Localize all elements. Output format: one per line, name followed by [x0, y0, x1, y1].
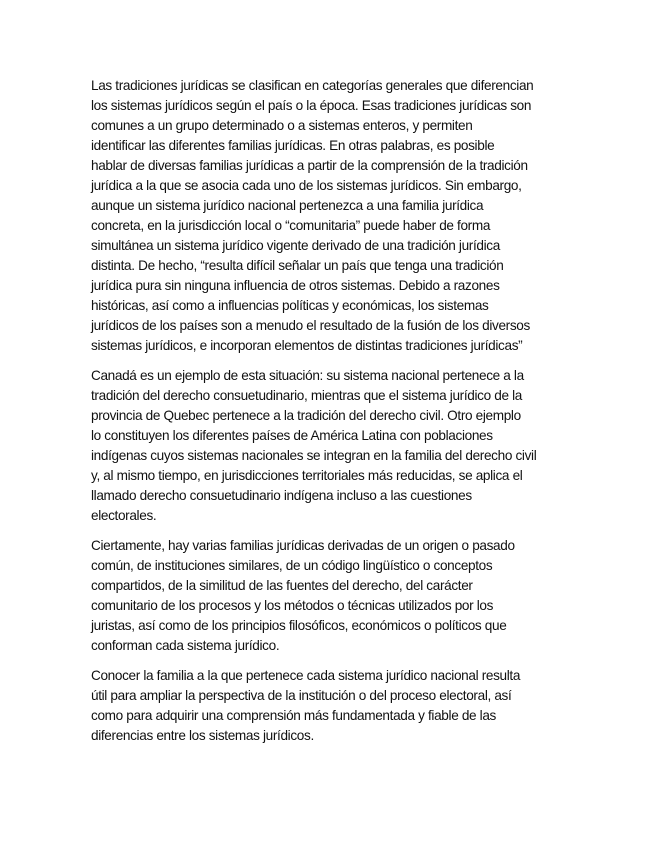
text-line: Conocer la familia a la que pertenece cada sistema jurídico nacional resulta: [91, 668, 521, 683]
text-line: y, al mismo tiempo, en jurisdicciones territoriales más reducidas, se aplica el: [91, 468, 523, 483]
text-line: aunque un sistema jurídico nacional pertenezca a una familia jurídica: [91, 198, 484, 213]
text-line: jurídica a la que se asocia cada uno de los sistemas jurídicos. Sin embargo,: [91, 178, 522, 193]
text-line: electorales.: [91, 508, 157, 523]
text-line: común, de instituciones similares, de un código lingüístico o conceptos: [91, 558, 493, 573]
text-line: los sistemas jurídicos según el país o la época. Esas tradiciones jurídicas son: [91, 98, 532, 113]
text-line: llamado derecho consuetudinario indígena incluso a las cuestiones: [91, 488, 472, 503]
text-line: hablar de diversas familias jurídicas a partir de la comprensión de la tradición: [91, 158, 528, 173]
text-line: lo constituyen los diferentes países de América Latina con poblaciones: [91, 428, 493, 443]
text-line: históricas, así como a influencias políticas y económicas, los sistemas: [91, 298, 489, 313]
paragraph-3: [91, 536, 566, 656]
text-line: Canadá es un ejemplo de esta situación: su sistema nacional pertenece a la: [91, 368, 524, 383]
text-line: juristas, así como de los principios filosóficos, económicos o políticos que: [91, 618, 507, 633]
paragraph-4: [91, 666, 566, 746]
text-line: comunitario de los procesos y los métodos o técnicas utilizados por los: [91, 598, 494, 613]
text-line: sistemas jurídicos, e incorporan elementos de distintas tradiciones jurídicas”: [91, 338, 523, 353]
text-line: útil para ampliar la perspectiva de la institución o del proceso electoral, así: [91, 688, 512, 703]
text-line: diferencias entre los sistemas jurídicos.: [91, 728, 314, 743]
paragraph-2: [91, 366, 566, 526]
text-line: indígenas cuyos sistemas nacionales se integran en la familia del derecho civil: [91, 448, 537, 463]
text-line: jurídicos de los países son a menudo el resultado de la fusión de los diversos: [91, 318, 530, 333]
text-line: identificar las diferentes familias jurídicas. En otras palabras, es posible: [91, 138, 495, 153]
text-line: compartidos, de la similitud de las fuentes del derecho, del carácter: [91, 578, 473, 593]
text-line: Ciertamente, hay varias familias jurídicas derivadas de un origen o pasado: [91, 538, 515, 553]
text-line: simultánea un sistema jurídico vigente derivado de una tradición jurídica: [91, 238, 500, 253]
text-line: Las tradiciones jurídicas se clasifican en categorías generales que diferencian: [91, 78, 534, 93]
paragraph-1: [91, 76, 566, 356]
text-line: provincia de Quebec pertenece a la tradición del derecho civil. Otro ejemplo: [91, 408, 521, 423]
text-line: tradición del derecho consuetudinario, mientras que el sistema jurídico de la: [91, 388, 522, 403]
text-line: comunes a un grupo determinado o a sistemas enteros, y permiten: [91, 118, 473, 133]
text-line: distinta. De hecho, “resulta difícil señalar un país que tenga una tradición: [91, 258, 504, 273]
text-line: conforman cada sistema jurídico.: [91, 638, 280, 653]
document-body: [91, 76, 566, 756]
text-line: concreta, en la jurisdicción local o “comunitaria” puede haber de forma: [91, 218, 491, 233]
text-line: como para adquirir una comprensión más fundamentada y fiable de las: [91, 708, 496, 723]
text-line: jurídica pura sin ninguna influencia de otros sistemas. Debido a razones: [91, 278, 500, 293]
